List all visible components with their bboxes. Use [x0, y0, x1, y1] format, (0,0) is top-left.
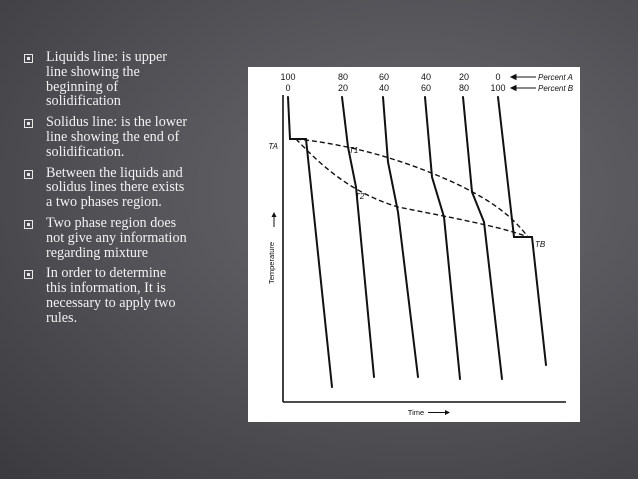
cooling-curve-80a — [342, 97, 374, 377]
bullet-box-icon — [24, 54, 33, 63]
bullet-item — [20, 50, 190, 109]
point-label-tb: TB — [535, 240, 546, 249]
bullet-item — [20, 266, 190, 325]
percent-a-value: 20 — [458, 72, 470, 82]
percent-a-value: 0 — [495, 72, 501, 82]
percent-b-value: 40 — [378, 83, 390, 93]
cooling-curve-pure-a — [288, 97, 332, 387]
percent-a-value: 40 — [420, 72, 432, 82]
percent-b-value: 0 — [285, 83, 291, 93]
cooling-curve-40a — [425, 97, 460, 379]
bullet-box-icon — [24, 170, 33, 179]
x-axis-arrowhead — [445, 410, 450, 415]
percent-b-label: Percent B — [538, 84, 574, 93]
cooling-curve-pure-b — [498, 97, 546, 365]
bullet-list — [20, 50, 190, 332]
percent-b-arrowhead — [511, 86, 516, 91]
point-label-t1: T1 — [349, 146, 359, 155]
percent-b-value: 20 — [337, 83, 349, 93]
bullet-box-icon — [24, 270, 33, 279]
bullet-text: In order to determine this information, It is necessary to apply two rules. — [46, 265, 176, 326]
cooling-curves-figure — [248, 67, 580, 422]
bullet-item — [20, 216, 190, 260]
bullet-text: Liquids line: is upper line showing the beginning of solidification — [46, 49, 167, 110]
liquidus-line — [296, 139, 528, 237]
bullet-text: Solidus line: is the lower line showing the end of solidification. — [46, 114, 188, 160]
bullet-text: Between the liquids and solidus lines there exists a two phases region. — [46, 164, 185, 211]
cooling-curves-diagram — [248, 67, 580, 422]
percent-b-value: 60 — [420, 83, 432, 93]
percent-b-value: 100 — [490, 83, 506, 93]
bullet-item — [20, 166, 190, 210]
percent-a-value: 100 — [280, 72, 296, 82]
percent-a-label: Percent A — [538, 73, 573, 82]
bullet-box-icon — [24, 220, 33, 229]
cooling-curve-20a — [463, 97, 502, 379]
solidus-line — [296, 139, 528, 237]
cooling-curve-60a — [383, 97, 418, 377]
bullet-text: Two phase region does not give any information regarding mixture — [46, 214, 187, 261]
percent-a-value: 60 — [378, 72, 390, 82]
percent-a-arrowhead — [511, 75, 516, 80]
y-axis-label: Temperature — [267, 241, 276, 285]
x-axis-label: Time — [407, 408, 425, 417]
point-label-t2: T2 — [355, 192, 365, 201]
percent-a-value: 80 — [337, 72, 349, 82]
point-label-ta: TA — [268, 142, 278, 151]
bullet-box-icon — [24, 119, 33, 128]
percent-b-value: 80 — [458, 83, 470, 93]
bullet-item — [20, 115, 190, 159]
y-axis-arrowhead — [272, 212, 277, 217]
